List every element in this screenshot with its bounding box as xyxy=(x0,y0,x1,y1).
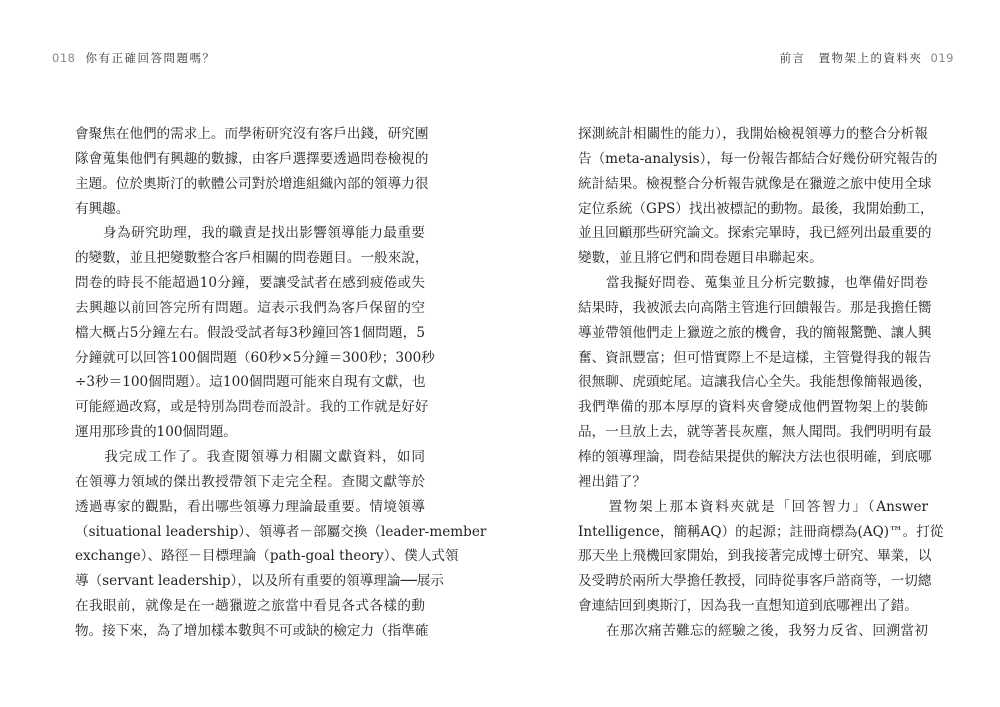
text-line: 裡出錯了？ xyxy=(578,473,646,490)
left-header-title: 你有正確回答問題嗎？ xyxy=(85,51,216,65)
text-line: 有興趣。 xyxy=(75,200,130,217)
text-line: 在那次痛苦難忘的經驗之後，我努力反省、回溯當初 xyxy=(578,622,928,639)
text-line: 運用那珍貴的100個問題。 xyxy=(75,424,237,441)
text-line: 在我眼前，就像是在一趟獵遊之旅當中看見各式各樣的動 xyxy=(75,598,425,615)
text-line: 去興趣以前回答完所有問題。這表示我們為客戶保留的空 xyxy=(75,299,425,316)
text-line: 奮、資訊豐富；但可惜實際上不是這樣，主管覺得我的報告 xyxy=(578,349,932,366)
text-line: 會聚焦在他們的需求上。而學術研究沒有客戶出錢，研究團 xyxy=(75,126,429,142)
text-line: 並且回顧那些研究論文。探索完畢時，我已經列出最重要的 xyxy=(578,225,932,242)
left-page-body xyxy=(75,122,487,644)
right-header-title: 前言 置物架上的資料夾 xyxy=(779,51,923,65)
text-line: 變數，並且將它們和問卷題目串聯起來。 xyxy=(578,250,823,267)
right-page-number: 019 xyxy=(930,51,954,65)
text-line: 分鐘就可以回答100個問題（60秒×5分鐘＝300秒；300秒 xyxy=(75,349,435,366)
text-line: 結果時，我被派去向高階主管進行回饋報告。那是我擔任嚮 xyxy=(578,299,932,316)
text-line: 當我擬好問卷、蒐集並且分析完數據，也準備好問卷 xyxy=(578,275,928,292)
left-running-header xyxy=(52,50,215,66)
text-line: 主題。位於奧斯汀的軟體公司對於增進組織內部的領導力很 xyxy=(75,175,429,192)
text-line: 置物架上那本資料夾就是「回答智力」（Answer xyxy=(578,498,928,515)
text-line: 棒的領導理論，問卷結果提供的解決方法也很明確，到底哪 xyxy=(578,448,932,465)
text-line: 的變數，並且把變數整合客戶相關的問卷題目。一般來說， xyxy=(75,250,429,267)
text-line: 很無聊、虎頭蛇尾。這讓我信心全失。我能想像簡報過後， xyxy=(578,374,932,391)
text-line: 我完成工作了。我查閱領導力相關文獻資料，如同 xyxy=(75,448,425,465)
text-line: 那天坐上飛機回家開始，到我接著完成博士研究、畢業，以 xyxy=(578,548,932,565)
text-line: 導（servant leadership），以及所有重要的領導理論──展示 xyxy=(75,573,445,590)
text-line: 探測統計相關性的能力），我開始檢視領導力的整合分析報 xyxy=(578,126,928,142)
text-line: （situational leadership）、領導者－部屬交換（leader-member xyxy=(75,523,487,540)
text-line: exchange）、路徑－目標理論（path-goal theory）、僕人式領 xyxy=(75,548,459,565)
text-line: 隊會蒐集他們有興趣的數據，由客戶選擇要透過問卷檢視的 xyxy=(75,150,429,167)
right-running-header xyxy=(780,50,954,66)
text-line: 導並帶領他們走上獵遊之旅的機會，我的簡報驚艷、讓人興 xyxy=(578,324,932,341)
right-page-body xyxy=(578,122,944,644)
text-line: 透過專家的觀點，看出哪些領導力理論最重要。情境領導 xyxy=(75,498,425,515)
text-line: 身為研究助理，我的職責是找出影響領導能力最重要 xyxy=(75,225,425,242)
text-line: 在領導力領域的傑出教授帶領下走完全程。查閱文獻等於 xyxy=(75,473,425,490)
text-line: 物。接下來，為了增加樣本數與不可或缺的檢定力（指準確 xyxy=(75,622,429,639)
text-line: 可能經過改寫，或是特別為問卷而設計。我的工作就是好好 xyxy=(75,399,429,416)
text-line: Intelligence，簡稱AQ）的起源；註冊商標為(AQ)™。打從 xyxy=(578,523,944,540)
text-line: ÷3秒＝100個問題）。這100個問題可能來自現有文獻，也 xyxy=(75,374,426,391)
text-line: 品，一旦放上去，就等著長灰塵，無人聞問。我們明明有最 xyxy=(578,424,932,441)
text-line: 我們準備的那本厚厚的資料夾會變成他們置物架上的裝飾 xyxy=(578,399,928,416)
text-line: 定位系統（GPS）找出被標記的動物。最後，我開始動工， xyxy=(578,200,934,217)
text-line: 會連結回到奧斯汀，因為我一直想知道到底哪裡出了錯。 xyxy=(578,598,918,615)
text-line: 檔大概占5分鐘左右。假設受試者每3秒鐘回答1個問題，5 xyxy=(75,324,425,341)
text-line: 及受聘於兩所大學擔任教授，同時從事客戶諮商等，一切總 xyxy=(578,573,932,590)
text-line: 告（meta-analysis），每一份報告都結合好幾份研究報告的 xyxy=(578,150,938,167)
text-line: 統計結果。檢視整合分析報告就像是在獵遊之旅中使用全球 xyxy=(578,175,932,192)
text-line: 問卷的時長不能超過10分鐘，要讓受試者在感到疲倦或失 xyxy=(75,275,425,292)
left-page-number: 018 xyxy=(52,51,76,65)
